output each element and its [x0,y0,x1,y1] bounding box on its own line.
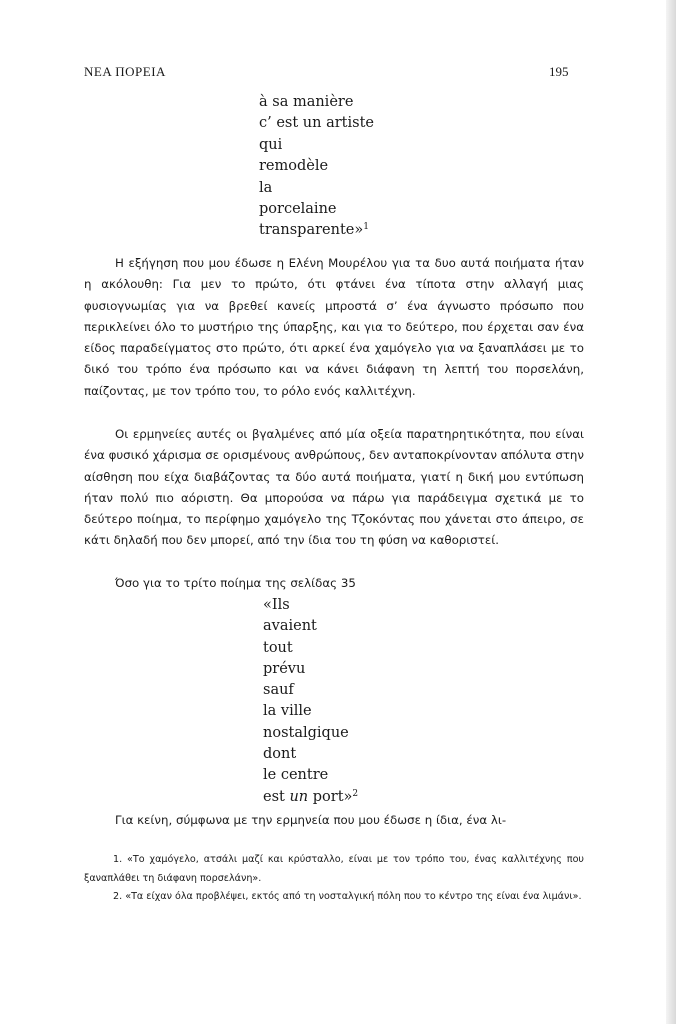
footnote-1: 1. «Το χαμόγελο, ατσάλι μαζί και κρύσταλλο, είναι με τον τρόπο του, ένας καλλιτέχνης που ξαναπλάθει τη διάφανη πορσελάνη». [84,854,584,884]
poem-line: c’ est un artiste [259,115,374,132]
poem-line: nostalgique [263,724,349,741]
poem-line-text: port» [308,788,353,805]
poem-line: «Ils [263,597,290,613]
poem-line-last [263,787,358,808]
poem-emphasis: un [289,788,309,805]
poem-excerpt-2 [263,595,358,808]
footnote-2: 2. «Τα είχαν όλα προβλέψει, εκτός από τη νοσταλγική πόλη που το κέντρο της είναι ένα λιμάνι». [113,891,582,903]
poem-line: remodèle [259,158,329,175]
running-header-title: ΝΕΑ ΠΟΡΕΙΑ [84,64,166,79]
footnote-marker-2: 2 [352,788,359,799]
poem-line-text: est [263,788,290,805]
page-number: 195 [549,64,569,79]
poem-line: à sa manière [259,94,354,110]
paragraph-text: Η εξήγηση που μου έδωσε η Ελένη Μουρέλου για τα δυο αυτά ποιήματα ήταν η ακόλουθη: Για μεν το πρώτο, ότι φτάνει ένα τίποτα στην αλλαγή μιας φυσιογνωμίας για να βρεθεί κανείς μπροστά σ’ ένα άγνωστο πρόσωπο που περικλείνει όλο το μυστήριο της ύπαρξης, και για το δεύτερο, που έρχεται σαν ένα είδος παραδείγματος στο πρώτο, ότι αρκεί ένα χαμόγελο για να ξαναπλάσει με το δικό του τρόπο ένα πρόσωπο και να κάνει διάφανη τη λεπτή του πορσελάνη, παίζοντας, με τον τρόπο του, το ρόλο ενός καλλιτέχνη. [84,256,584,398]
poem-line-last [259,220,374,241]
poem-line: porcelaine [259,201,337,218]
poem-line: sauf [263,682,294,699]
poem-line: le centre [263,767,329,784]
poem-line: la ville [263,703,312,720]
footnotes [84,851,584,907]
footnote-marker-1: 1 [363,222,369,233]
poem-line-text: transparente» [259,222,364,239]
paragraph-continuation [84,810,584,831]
paragraph-text: Οι ερμηνείες αυτές οι βγαλμένες από μία οξεία παρατηρητικότητα, που είναι ένα φυσικό χάρισμα σε ορισμένους ανθρώπους, δεν ανταποκρίνονταν απόλυτα στην αίσθηση που είχα διαβάζοντας τα δύο αυτά ποιήματα, γιατί η δική μου εντύπωση ήταν πολύ πιο αόριστη. Θα μπορούσα να πάρω για παράδειγμα σχετικά με το δεύτερο ποίημα, το περίφημο χαμόγελο της Τζοκόντας που χάνεται στο άπειρο, σε κάτι δηλαδή που δεν μπορεί, από την ίδια του τη φύση να καθοριστεί. [84,427,584,548]
paragraph-explanation [84,253,584,402]
paragraph-third-poem [84,573,584,594]
paragraph-text: Για κείνη, σύμφωνα με την ερμηνεία που μου έδωσε η ίδια, ένα λι- [115,813,507,827]
scan-edge-shadow [666,0,676,1024]
poem-line: la [259,179,273,196]
poem-line: avaient [263,618,317,635]
paragraph-text: Όσο για το τρίτο ποίημα της σελίδας 35 [115,576,356,590]
paragraph-interpretations [84,424,584,552]
poem-line: qui [259,136,283,153]
poem-excerpt-1 [259,92,374,242]
poem-line: tout [263,639,293,656]
poem-line: dont [263,746,297,763]
poem-line: prévu [263,660,306,677]
